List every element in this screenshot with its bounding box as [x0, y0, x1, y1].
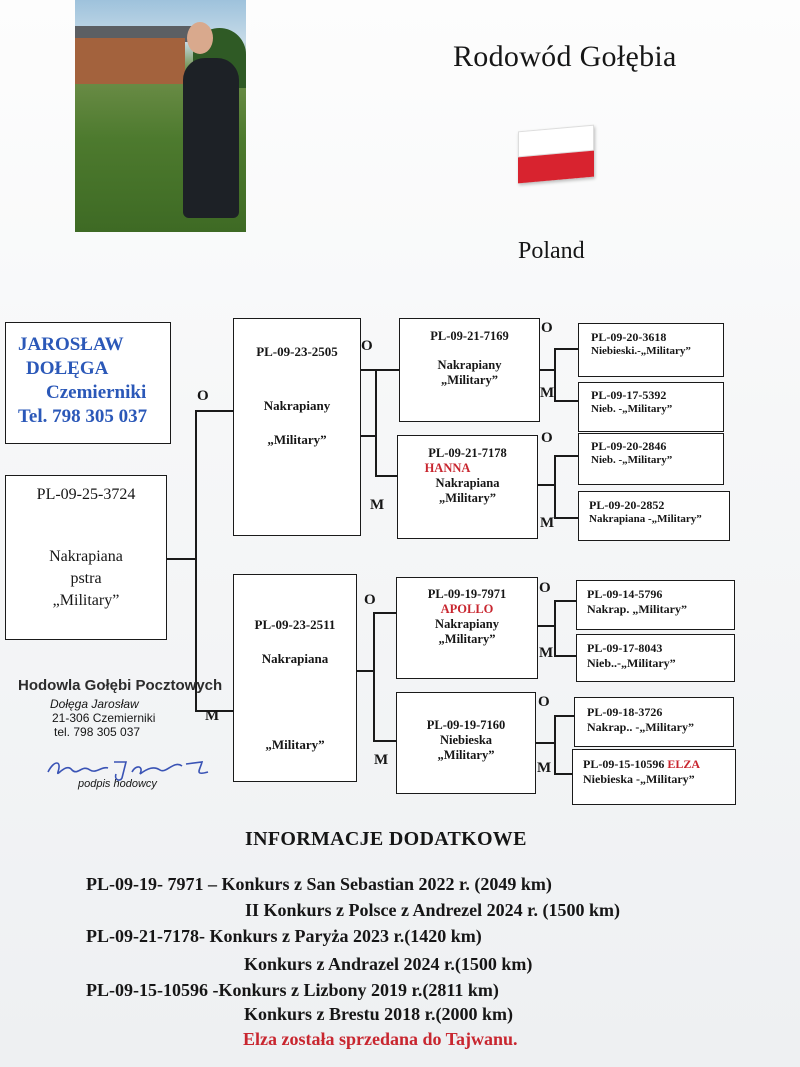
ff-ring: PL-09-21-7169 — [430, 329, 509, 343]
country-label: Poland — [518, 238, 585, 264]
fm-ring: PL-09-21-7178 — [428, 446, 507, 460]
bird-desc-3: „Military” — [52, 592, 120, 609]
fm-name: HANNA — [424, 461, 471, 475]
connector — [554, 715, 574, 717]
info-line-2: II Konkurs z Polsce z Andrezel 2024 r. (1500 km) — [245, 900, 620, 920]
fm-label: M — [370, 497, 385, 513]
great-grandparent-box-2 — [578, 382, 724, 432]
bird-ring: PL-09-25-3724 — [36, 486, 136, 503]
grandparent-fm-box — [397, 435, 538, 539]
connector — [554, 348, 556, 400]
connector — [554, 773, 574, 775]
stamp-line-4: tel. 798 305 037 — [54, 725, 141, 739]
father-ring: PL-09-23-2505 — [256, 344, 338, 359]
grandparent-mf-box — [396, 577, 538, 679]
owner-name-last: DOŁĘGA — [26, 358, 109, 379]
connector — [536, 742, 554, 744]
gg8-ring-row — [583, 757, 735, 772]
connector — [554, 400, 578, 402]
gg-label-8: M — [537, 760, 552, 776]
gg3-ring: PL-09-20-2846 — [591, 439, 667, 453]
connector — [357, 670, 373, 672]
father-desc-1: Nakrapiany — [263, 398, 331, 413]
father-box — [233, 318, 361, 536]
gg-label-2: M — [540, 385, 555, 401]
mother-ring: PL-09-23-2511 — [254, 617, 336, 632]
signature-caption: podpis hodowcy — [78, 778, 157, 790]
connector — [373, 740, 397, 742]
connector — [554, 600, 578, 602]
page-title: Rodowód Gołębia — [453, 40, 677, 73]
gg-label-1: O — [541, 320, 553, 336]
mf-name: APOLLO — [440, 602, 494, 616]
poland-flag-icon — [518, 125, 594, 184]
connector — [538, 484, 554, 486]
bird-desc-2: pstra — [70, 570, 102, 587]
connector — [195, 410, 233, 412]
gg-label-5: O — [539, 580, 551, 596]
ff-desc-1: Nakrapiany — [437, 358, 502, 372]
stamp-line-3: 21-306 Czemierniki — [52, 711, 156, 725]
mf-desc-1: Nakrapiany — [435, 617, 499, 631]
info-line-4: Konkurs z Andrazel 2024 r.(1500 km) — [244, 954, 533, 974]
connector — [167, 558, 195, 560]
photo-person — [183, 58, 239, 218]
connector — [554, 455, 556, 517]
gg7-desc: Nakrap.. -„Military” — [587, 720, 694, 734]
great-grandparent-box-3 — [578, 433, 724, 485]
gg4-ring: PL-09-20-2852 — [589, 498, 665, 512]
gg-label-3: O — [541, 430, 553, 446]
info-note: Elza została sprzedana do Tajwanu. — [243, 1029, 518, 1049]
fm-desc-1: Nakrapiana — [435, 476, 500, 490]
bird-box — [5, 475, 167, 640]
mm-desc-1: Niebieska — [439, 733, 493, 747]
connector — [373, 612, 397, 614]
great-grandparent-box-7 — [574, 697, 734, 747]
gg8-name: ELZA — [667, 757, 701, 771]
great-grandparent-box-4 — [578, 491, 730, 541]
grandparent-mm-box — [396, 692, 536, 794]
connector — [554, 600, 556, 655]
mother-label: M — [205, 708, 220, 724]
info-heading: INFORMACJE DODATKOWE — [245, 828, 527, 850]
connector — [538, 625, 554, 627]
bird-desc-1: Nakrapiana — [49, 548, 123, 565]
father-desc-2: „Military” — [267, 432, 327, 447]
connector — [373, 612, 375, 740]
breeder-stamp — [18, 677, 222, 739]
gg4-desc: Nakrapiana -„Military” — [589, 513, 702, 525]
connector — [195, 410, 197, 710]
connector — [554, 455, 578, 457]
info-line-6: Konkurs z Brestu 2018 r.(2000 km) — [244, 1004, 514, 1024]
info-line-1: PL-09-19- 7971 – Konkurs z San Sebastian 2022 r. (2049 km) — [86, 874, 552, 894]
great-grandparent-box-1 — [578, 323, 724, 377]
mm-desc-2: „Military” — [437, 748, 495, 762]
mf-desc-2: „Military” — [438, 632, 496, 646]
connector — [554, 517, 578, 519]
gg-label-7: O — [538, 694, 550, 710]
gg-label-6: M — [539, 645, 554, 661]
connector — [361, 435, 375, 437]
gg8-ring: PL-09-15-10596 — [583, 757, 665, 771]
mother-box — [233, 574, 357, 782]
gg1-ring: PL-09-20-3618 — [591, 330, 667, 344]
great-grandparent-box-6 — [576, 634, 735, 682]
gg-label-4: M — [540, 515, 555, 531]
gg2-desc: Nieb. -„Military” — [591, 403, 673, 415]
connector — [375, 369, 377, 435]
ff-desc-2: „Military” — [441, 373, 498, 387]
photo-head — [187, 22, 213, 54]
info-line-5: PL-09-15-10596 -Konkurs z Lizbony 2019 r.(2811 km) — [86, 980, 499, 1000]
gg5-ring: PL-09-14-5796 — [587, 587, 663, 601]
info-line-3: PL-09-21-7178- Konkurs z Paryża 2023 r.(1420 km) — [86, 926, 482, 946]
photo-house — [75, 38, 185, 84]
connector — [540, 369, 554, 371]
mf-ring: PL-09-19-7971 — [427, 587, 507, 601]
gg5-desc: Nakrap. „Military” — [587, 602, 687, 616]
owner-box — [5, 322, 171, 444]
breeder-photo — [75, 0, 246, 232]
flag-red-stripe — [518, 151, 594, 184]
gg7-ring: PL-09-18-3726 — [587, 705, 663, 719]
grandparent-ff-box — [399, 318, 540, 422]
gg6-ring: PL-09-17-8043 — [587, 641, 663, 655]
connector — [361, 369, 375, 371]
mm-label: M — [374, 752, 389, 768]
owner-name-first: JAROSŁAW — [18, 334, 124, 355]
mother-desc-2: „Military” — [265, 737, 325, 752]
great-grandparent-box-8 — [572, 749, 736, 805]
gg6-desc: Nieb..-„Military” — [587, 656, 676, 670]
stamp-line-1: Hodowla Gołębi Pocztowych — [18, 677, 223, 694]
stamp-line-2: Dołęga Jarosław — [50, 697, 139, 711]
gg3-desc: Nieb. -„Military” — [591, 454, 673, 466]
fm-desc-2: „Military” — [439, 491, 496, 505]
father-label: O — [197, 388, 209, 404]
mf-label: O — [364, 592, 376, 608]
gg2-ring: PL-09-17-5392 — [591, 388, 667, 402]
connector — [554, 348, 578, 350]
owner-city: Czemierniki — [46, 382, 147, 403]
gg8-desc: Niebieska -„Military” — [583, 772, 695, 786]
gg1-desc: Niebieski.-„Military” — [591, 345, 691, 357]
owner-phone: Tel. 798 305 037 — [18, 406, 148, 427]
connector — [554, 655, 578, 657]
mother-desc-1: Nakrapiana — [261, 651, 329, 666]
connector — [375, 369, 399, 371]
ff-label: O — [361, 338, 373, 354]
great-grandparent-box-5 — [576, 580, 735, 630]
connector — [554, 715, 556, 773]
mm-ring: PL-09-19-7160 — [426, 718, 506, 732]
